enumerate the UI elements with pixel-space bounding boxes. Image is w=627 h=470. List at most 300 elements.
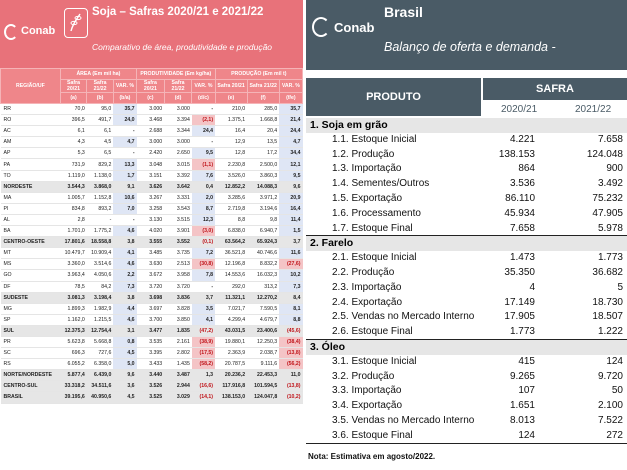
balance-item-label: 2.2. Produção (332, 266, 395, 278)
table-cell: 292,0 (215, 281, 247, 292)
region-name: MT (1, 248, 61, 259)
table-row (1, 292, 303, 303)
region-name: NORDESTE (1, 181, 61, 192)
balance-item-label: 1.2. Produção (332, 148, 395, 160)
table-cell: 39.195,6 (60, 392, 87, 403)
column-letter: (f/e) (279, 93, 302, 104)
region-name: RR (1, 104, 61, 115)
value-2021-22: 7.522 (597, 414, 623, 426)
table-cell: 24,0 (113, 115, 136, 126)
left-panel (0, 0, 303, 470)
table-cell: 3.901 (164, 226, 192, 237)
value-2021-22: 18.507 (592, 311, 623, 323)
region-name: MS (1, 259, 61, 270)
section-header: 2. Farelo (306, 236, 627, 251)
value-2020-21: 3.536 (509, 178, 535, 190)
balance-item-label: 3.2. Produção (332, 370, 395, 382)
table-cell: 7,3 (113, 281, 136, 292)
table-cell: 17,2 (247, 148, 279, 159)
table-cell: 285,0 (247, 104, 279, 115)
region-name: RS (1, 359, 61, 370)
table-cell: 65.924,3 (247, 237, 279, 248)
table-cell: 1.701,0 (60, 226, 87, 237)
value-2020-21: 8.013 (509, 414, 535, 426)
table-cell: 3.000 (137, 137, 165, 148)
table-cell: (47,2) (192, 325, 215, 336)
year-2020-21: 2020/21 (501, 104, 538, 115)
region-name: SC (1, 348, 61, 359)
table-row (1, 270, 303, 281)
table-cell: 893,2 (87, 203, 114, 214)
table-cell: 12.250,3 (247, 336, 279, 347)
table-cell: 7,0 (113, 203, 136, 214)
conab-swirl-icon (312, 17, 330, 37)
table-cell: 4.020 (137, 226, 165, 237)
soja-comparison-table (0, 68, 303, 404)
table-cell: (17,5) (192, 348, 215, 359)
balance-item-label: 3.5. Vendas no Mercado Interno (332, 414, 475, 426)
table-cell: 12,3 (192, 214, 215, 225)
table-cell: 6.940,7 (247, 226, 279, 237)
region-name: BRASIL (1, 392, 61, 403)
table-cell: 1.152,8 (87, 192, 114, 203)
column-header: Safra 20/21 (60, 80, 87, 93)
group-header-production: PRODUÇÃO (Em mil t) (215, 69, 302, 80)
region-name: MG (1, 303, 61, 314)
table-cell: (38,9) (192, 336, 215, 347)
table-cell: 2.688 (137, 126, 165, 137)
balance-item-label: 1.6. Processamento (332, 207, 421, 219)
table-cell: 3.525 (137, 392, 165, 403)
region-name: RO (1, 115, 61, 126)
value-2020-21: 107 (518, 385, 535, 397)
table-cell: 1.375,1 (215, 115, 247, 126)
column-header: Safra 20/21 (215, 80, 247, 93)
table-cell: 5,0 (113, 359, 136, 370)
table-cell: 1.005,7 (60, 192, 87, 203)
table-cell: 3.850 (164, 314, 192, 325)
table-cell: 3.963,4 (60, 270, 87, 281)
balance-item-label: 1.7. Estoque Final (332, 222, 413, 234)
table-cell: 1.668,8 (247, 115, 279, 126)
table-cell: 14.088,3 (247, 181, 279, 192)
table-cell: 4,6 (113, 259, 136, 270)
table-cell: 3.860,3 (247, 170, 279, 181)
table-cell: 3.015 (164, 159, 192, 170)
table-cell: 13,3 (113, 159, 136, 170)
table-cell: 2.038,7 (247, 348, 279, 359)
table-cell: 1.899,3 (60, 303, 87, 314)
table-cell: 2,8 (60, 214, 87, 225)
region-name: AL (1, 214, 61, 225)
table-cell: 3.433 (137, 359, 165, 370)
table-cell: 7,6 (192, 170, 215, 181)
table-cell: 491,7 (87, 115, 114, 126)
table-cell: 3.971,2 (247, 192, 279, 203)
right-header (306, 0, 627, 70)
table-cell: 10,6 (113, 192, 136, 203)
table-cell: 16,4 (279, 203, 302, 214)
table-row (1, 314, 303, 325)
table-cell: 24,4 (192, 126, 215, 137)
column-header: VAR. % (279, 80, 302, 93)
table-cell: 124.047,8 (247, 392, 279, 403)
table-cell: 101.594,5 (247, 381, 279, 392)
table-cell: 2.719,8 (215, 203, 247, 214)
balance-item-label: 1.3. Importação (332, 163, 402, 175)
table-cell: 3,8 (113, 237, 136, 248)
balance-table-body (306, 118, 627, 444)
table-cell: 12,8 (215, 148, 247, 159)
value-2021-22: 9.720 (597, 370, 623, 382)
table-cell: 14.553,6 (215, 270, 247, 281)
conab-logo (4, 22, 62, 46)
table-cell: 2.420 (137, 148, 165, 159)
value-2021-22: 3.492 (597, 178, 623, 190)
table-cell: 8,4 (279, 292, 302, 303)
table-cell: 12.375,3 (60, 325, 87, 336)
table-cell: 4,1 (113, 248, 136, 259)
table-cell: 2.513 (164, 259, 192, 270)
region-name: TO (1, 170, 61, 181)
year-headers (483, 100, 627, 116)
table-cell: - (87, 214, 114, 225)
conab-logo-right (312, 16, 382, 42)
table-cell: 3.868,0 (87, 181, 114, 192)
table-row (1, 148, 303, 159)
table-cell: 8,7 (192, 203, 215, 214)
table-cell: 3.000 (164, 137, 192, 148)
balance-item-label: 1.1. Estoque Inicial (332, 133, 417, 145)
table-row (1, 115, 303, 126)
balance-row (306, 162, 627, 177)
table-cell: 16,4 (215, 126, 247, 137)
left-subtitle: Comparativo de área, produtividade e produção (92, 42, 273, 52)
table-cell: 7.590,5 (247, 303, 279, 314)
column-letter: (d) (164, 93, 192, 104)
value-2021-22: 124.048 (586, 148, 623, 160)
table-cell: 3.440 (137, 370, 165, 381)
table-cell: 9.111,6 (247, 359, 279, 370)
balance-row (306, 310, 627, 325)
table-cell: 12,1 (279, 159, 302, 170)
table-cell: 731,9 (60, 159, 87, 170)
table-cell: 3.468 (137, 115, 165, 126)
soy-emblem-icon (64, 8, 88, 38)
column-letter: (e) (215, 93, 247, 104)
table-cell: 6,1 (87, 126, 114, 137)
table-cell: 19.880,1 (215, 336, 247, 347)
table-cell: 95,0 (87, 104, 114, 115)
table-row (1, 237, 303, 248)
balance-item-label: 2.1. Estoque Inicial (332, 252, 417, 264)
table-cell: 3.698 (137, 292, 165, 303)
table-cell: 3.526 (137, 381, 165, 392)
table-cell: 4.299,4 (215, 314, 247, 325)
region-name: DF (1, 281, 61, 292)
table-cell: 5,3 (60, 148, 87, 159)
table-cell: 9,6 (113, 370, 136, 381)
value-2020-21: 9.265 (509, 370, 535, 382)
column-header: VAR. % (192, 80, 215, 93)
region-header: REGIÃO/UF (1, 69, 61, 104)
table-cell: 11.321,1 (215, 292, 247, 303)
table-cell: 3.477 (137, 325, 165, 336)
value-2021-22: 1.773 (597, 252, 623, 264)
table-cell: 21,4 (279, 115, 302, 126)
balance-row (306, 222, 627, 237)
column-letter: (a) (60, 93, 87, 104)
value-2021-22: 50 (611, 385, 623, 397)
balance-row (306, 355, 627, 370)
table-row (1, 348, 303, 359)
table-cell: 4.679,7 (247, 314, 279, 325)
balance-item-label: 2.5. Vendas no Mercado Interno (332, 311, 475, 323)
table-cell: 3.360,0 (60, 259, 87, 270)
table-cell: (13,8) (279, 381, 302, 392)
region-name: PA (1, 159, 61, 170)
table-row (1, 381, 303, 392)
balance-row (306, 266, 627, 281)
balance-row (306, 192, 627, 207)
table-cell: 3.392 (164, 170, 192, 181)
table-cell: 727,6 (87, 348, 114, 359)
table-cell: 34.511,6 (87, 381, 114, 392)
table-cell: (10,2) (279, 392, 302, 403)
section-header: 3. Óleo (306, 340, 627, 355)
balance-row (306, 296, 627, 311)
table-cell: (14,1) (192, 392, 215, 403)
value-2020-21: 124 (518, 429, 535, 441)
group-header-area: ÁREA (Em mil ha) (60, 69, 136, 80)
table-cell: 11,6 (279, 248, 302, 259)
table-row (1, 359, 303, 370)
table-cell: 1,3 (192, 370, 215, 381)
region-name: PR (1, 336, 61, 347)
table-cell: 2.161 (164, 336, 192, 347)
conab-swirl-icon (4, 24, 18, 40)
value-2021-22: 1.222 (597, 326, 623, 338)
value-2020-21: 138.153 (498, 148, 535, 160)
table-cell: (45,6) (279, 325, 302, 336)
table-cell: 9,8 (247, 214, 279, 225)
value-2020-21: 864 (518, 163, 535, 175)
table-cell: 4,6 (113, 314, 136, 325)
year-2021-22: 2021/22 (575, 104, 612, 115)
table-row (1, 336, 303, 347)
balance-item-label: 3.4. Exportação (332, 400, 403, 412)
value-2020-21: 4.221 (509, 133, 535, 145)
table-cell: 40.950,6 (87, 392, 114, 403)
table-cell: 17.801,6 (60, 237, 87, 248)
table-row (1, 370, 303, 381)
table-cell: 3.514,6 (87, 259, 114, 270)
table-cell: 0,4 (192, 181, 215, 192)
table-cell: 2.500,0 (247, 159, 279, 170)
table-cell: 3.344 (164, 126, 192, 137)
table-cell: 138.153,0 (215, 392, 247, 403)
table-cell: 3.485 (137, 248, 165, 259)
table-cell: - (192, 137, 215, 148)
value-2021-22: 5.978 (597, 222, 623, 234)
table-cell: 3.151 (137, 170, 165, 181)
table-cell: 9,1 (113, 181, 136, 192)
value-2021-22: 5 (617, 281, 623, 293)
value-2020-21: 1.651 (509, 400, 535, 412)
table-cell: 43.031,5 (215, 325, 247, 336)
table-cell: 2.650 (164, 148, 192, 159)
table-cell: 3,1 (113, 325, 136, 336)
section-header: 1. Soja em grão (306, 118, 627, 133)
table-cell: - (113, 126, 136, 137)
table-row (1, 281, 303, 292)
table-row (1, 126, 303, 137)
region-name: MA (1, 192, 61, 203)
table-cell: 3.630 (137, 259, 165, 270)
table-cell: 12.270,2 (247, 292, 279, 303)
table-cell: 6,1 (60, 126, 87, 137)
table-cell: 10.479,7 (60, 248, 87, 259)
table-row (1, 192, 303, 203)
balance-item-label: 3.3. Importação (332, 385, 402, 397)
table-cell: 3.544,3 (60, 181, 87, 192)
table-cell: 3,5 (192, 303, 215, 314)
table-cell: 117.916,8 (215, 381, 247, 392)
table-cell: 5.623,8 (60, 336, 87, 347)
table-cell: 4,7 (279, 137, 302, 148)
table-cell: (0,1) (192, 237, 215, 248)
table-cell: 23.400,6 (247, 325, 279, 336)
safra-header: SAFRA (483, 78, 627, 100)
table-cell: 3.194,6 (247, 203, 279, 214)
table-cell: 829,2 (87, 159, 114, 170)
value-2020-21: 415 (518, 355, 535, 367)
table-cell: 3.543 (164, 203, 192, 214)
table-cell: 5.668,8 (87, 336, 114, 347)
table-cell: 3.198,4 (87, 292, 114, 303)
table-cell: 7,3 (279, 281, 302, 292)
table-cell: 3.672 (137, 270, 165, 281)
table-cell: 3.331 (164, 192, 192, 203)
column-header: VAR. % (113, 80, 136, 93)
value-2021-22: 75.232 (592, 192, 623, 204)
table-cell: 20.236,2 (215, 370, 247, 381)
balance-item-label: 1.4. Sementes/Outros (332, 178, 430, 190)
estimate-note: Nota: Estimativa em agosto/2022. (308, 452, 436, 461)
column-letter: (b) (87, 93, 114, 104)
table-cell: 3,8 (113, 292, 136, 303)
table-cell: 3,7 (279, 237, 302, 248)
table-cell: 3.720 (164, 281, 192, 292)
table-cell: 4,5 (113, 392, 136, 403)
table-cell: (38,4) (279, 336, 302, 347)
table-cell: 11,0 (279, 370, 302, 381)
table-cell: 7.021,7 (215, 303, 247, 314)
balance-row (306, 281, 627, 296)
table-cell: 84,2 (87, 281, 114, 292)
table-cell: 3.642 (164, 181, 192, 192)
table-cell: 3,7 (192, 292, 215, 303)
left-header (0, 0, 303, 68)
table-cell: 3.081,3 (60, 292, 87, 303)
table-cell: 834,8 (60, 203, 87, 214)
balance-column-header (306, 78, 627, 116)
table-row (1, 104, 303, 115)
table-cell: 6.055,2 (60, 359, 87, 370)
table-cell: 4,3 (60, 137, 87, 148)
table-cell: 1.138,0 (87, 170, 114, 181)
table-cell: 3.487 (164, 370, 192, 381)
balance-item-label: 3.6. Estoque Final (332, 429, 413, 441)
table-cell: 10,2 (279, 270, 302, 281)
table-cell: 3.000 (137, 104, 165, 115)
table-cell: 4,5 (113, 348, 136, 359)
table-cell: (30,8) (192, 259, 215, 270)
value-2021-22: 124 (606, 355, 623, 367)
table-row (1, 203, 303, 214)
value-2021-22: 7.658 (597, 133, 623, 145)
region-name: GO (1, 270, 61, 281)
table-cell: 16.032,3 (247, 270, 279, 281)
table-row (1, 214, 303, 225)
column-header: Safra 21/22 (164, 80, 192, 93)
product-header: PRODUTO (306, 78, 481, 116)
table-cell: 2.230,8 (215, 159, 247, 170)
balance-row (306, 207, 627, 222)
table-cell: 3.526,0 (215, 170, 247, 181)
table-cell: 63.564,2 (215, 237, 247, 248)
value-2020-21: 35.350 (504, 266, 535, 278)
table-row (1, 170, 303, 181)
value-2020-21: 86.110 (505, 192, 535, 204)
table-cell: 3.395 (137, 348, 165, 359)
column-header: Safra 21/22 (247, 80, 279, 93)
table-cell: (58,2) (192, 359, 215, 370)
table-cell: 2,0 (192, 192, 215, 203)
value-2020-21: 17.149 (504, 296, 535, 308)
table-cell: 3.735 (164, 248, 192, 259)
table-cell: 2,2 (113, 270, 136, 281)
balance-item-label: 2.3. Importação (332, 281, 402, 293)
table-cell: 9,6 (279, 181, 302, 192)
table-cell: 4,1 (192, 314, 215, 325)
table-cell: 3.029 (164, 392, 192, 403)
table-cell: - (192, 104, 215, 115)
right-title: Brasil (384, 4, 423, 20)
table-cell: 3.720 (137, 281, 165, 292)
value-2021-22: 900 (606, 163, 623, 175)
table-cell: 70,0 (60, 104, 87, 115)
column-header: Safra 20/21 (137, 80, 165, 93)
balance-item-label: 2.6. Estoque Final (332, 326, 413, 338)
value-2021-22: 18.730 (592, 296, 623, 308)
balance-row (306, 325, 627, 340)
region-name: SP (1, 314, 61, 325)
table-cell: 6.439,0 (87, 370, 114, 381)
table-cell: - (113, 148, 136, 159)
balance-item-label: 2.4. Exportação (332, 296, 403, 308)
table-cell: 4,5 (87, 137, 114, 148)
column-header: Safra 21/22 (87, 80, 114, 93)
table-cell: 3,6 (113, 381, 136, 392)
column-letter: (f) (247, 93, 279, 104)
table-cell: 18.558,8 (87, 237, 114, 248)
table-row (1, 159, 303, 170)
table-cell: 8,1 (279, 303, 302, 314)
table-cell: 3.394 (164, 115, 192, 126)
table-cell: 20,4 (247, 126, 279, 137)
table-cell: 6.838,0 (215, 226, 247, 237)
